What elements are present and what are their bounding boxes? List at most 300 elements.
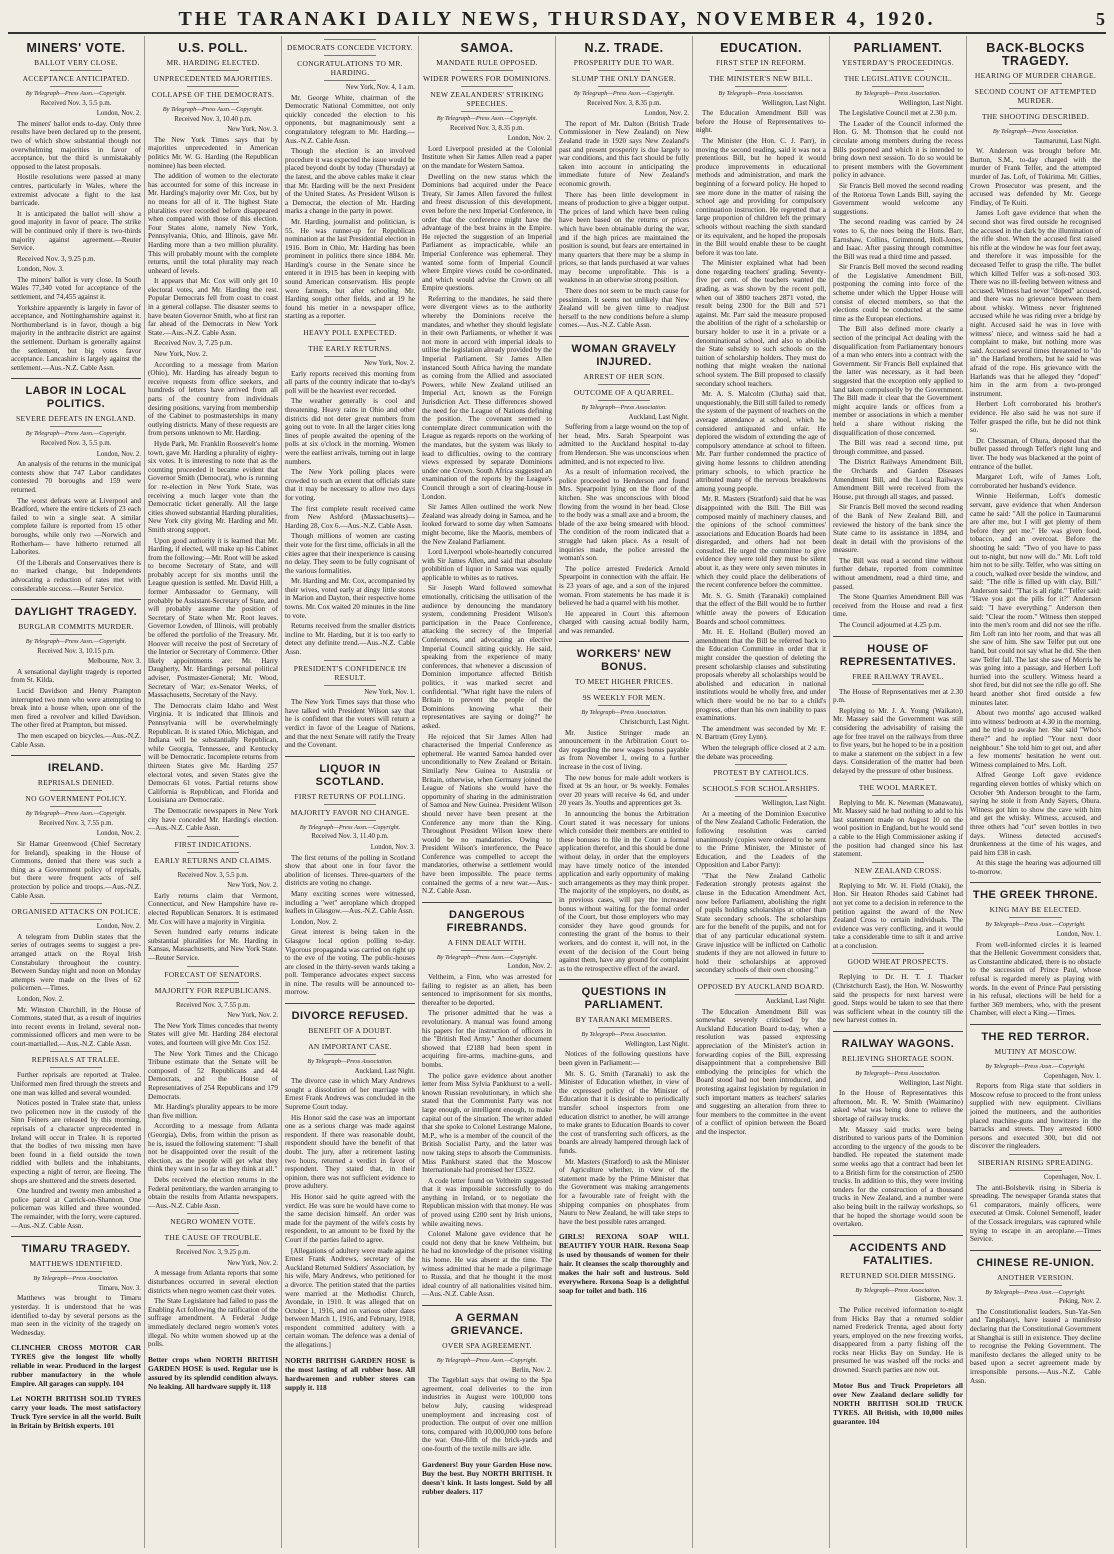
article <box>422 42 552 896</box>
article-paragraph: New York, Nov. 2. <box>154 350 208 359</box>
article-received: Received Nov. 3, 10.40 p.m. <box>174 115 252 123</box>
deck-rule <box>1009 917 1061 918</box>
article <box>970 1024 1101 1151</box>
article-deck: A FINN DEALT WITH. <box>447 937 527 947</box>
article-paragraph: Though millions of women are casting their vote for the first time, officials in all the cities agree that their inexperience is causing no delay. They seem to be fully cognisant of the various formalities. <box>285 532 416 575</box>
section-divider <box>833 1031 963 1032</box>
article-paragraph: Upon good authority it is learned that Mr. Harding, if elected, will make up his Cabinet from the following:—Mr. Root will be asked to become Secretary of State, and will probably accept for six months until the League question is settled. Mr. David Hill, a former Ambassador to Germany, will probably be Assistant-Secretary of State, and will probably assume the position of Secretary of State when Mr. Root leaves. Governor Lowden, of Illinois, will probably be offered the portfolio of the Treasury. Mr. Hoover will receive the post of Secretary of the Interior or Secretary of Commerce. Other likely appointments are: Mr. Harry Daugherty, Mr. Hardings personal political adviser, Postmaster-General; Mr. Wood, Secretary of War; ex-Senator Weeks, of Massachusetts, Secretary of the Navy. <box>148 536 278 700</box>
article-deck: THE SHOOTING DESCRIBED. <box>981 112 1090 121</box>
article-deck: MUTINY AT MOSCOW. <box>994 1047 1077 1056</box>
article <box>11 1236 141 1337</box>
article-paragraph: Matthews was brought to Timaru yesterday. It is understood that he was identified to-day by several persons as the man seen in the vicinity of the tragedy on Wednesday. <box>11 1294 141 1337</box>
article-deck: MATTHEWS IDENTIFIED. <box>29 1259 123 1269</box>
article-paragraph: The Democratic newspapers in New York city have conceded Mr. Harding's election.—Aus.-N.Z. Cable Assn. <box>148 806 278 833</box>
article-deck: SLUMP THE ONLY DANGER. <box>571 74 677 83</box>
article-paragraph: The Minister (the Hon. C. J. Parr), in moving the second reading, said it was not a pretentious Bill, but he hoped it would produce improvements in educational methods and administration, and mark the beginning of a forward policy. He hoped to see more done in the matter of raising the school age and providing for compulsory continuation instruction. He regretted that a large proportion of children left the primary schools without reaching the sixth standard or its equivalent, and he hoped the proposals in the Bill would enable these to be caught before it was too late. <box>696 136 826 257</box>
deck-rule <box>50 919 102 920</box>
article-paragraph: Mr. Harding's plurality appears to be more than five million. <box>148 1103 278 1120</box>
article-dateline: Melbourne, Nov. 3. <box>88 658 141 666</box>
deck-rule <box>187 86 239 87</box>
article-deck: SIBERIAN RISING SPREADING. <box>977 1157 1094 1167</box>
article <box>422 1305 552 1454</box>
article-received: Received Nov. 3, 9.25 p.m. <box>175 1249 251 1257</box>
article-deck: MANDATE RULE OPPOSED. <box>436 58 538 67</box>
article-paragraph: The State Legislature had failed to pass the Enabling Act following the ratification of the suffrage amendment. A Federal Judge immediately declared negro women's votes illegal. No white women showed up at the polls. <box>148 1297 278 1349</box>
deck-rule <box>50 70 102 71</box>
sub-divider <box>1009 1154 1061 1155</box>
article <box>11 903 141 1048</box>
article-headline: THE RED TERROR. <box>981 1031 1090 1043</box>
deck-rule <box>50 426 102 427</box>
article-paragraph: The divorce case in which Mary Andrews sought a dissolution of her marriage with Ernest Frank Andrews was concluded in the Supreme Court today. <box>285 1077 415 1112</box>
article-paragraph: Margaret Loft, wife of James Loft, corroborated her husband's evidence. <box>970 473 1101 490</box>
deck-rule <box>324 804 376 805</box>
article-received: Received Nov. 3, 8.35 p.m. <box>586 99 662 107</box>
article-headline: WORKERS' NEW BONUS. <box>576 648 672 674</box>
article-paragraph: Notices of the following questions have been given in Parliament:— <box>559 1050 689 1068</box>
article-credit: By Telegraph—Press Assn.—Copyright. <box>299 823 401 831</box>
deck-rule <box>50 86 102 87</box>
article <box>833 862 963 951</box>
article-credit: By Telegraph—Press Assn.—Copyright. <box>25 90 127 97</box>
deck-rule <box>461 70 513 71</box>
article-paragraph: The Leader of the Council informed the Hon. G. M. Thomson that he could not circulate among members during the recess Bills postponed and which it is intended to bring down next session. To do so would be to present members with the Government policy in advance. <box>833 119 963 180</box>
article-dateline: Wellington, Last Night. <box>898 1079 963 1087</box>
article-paragraph: The anti-Bolshevik rising in Siberia is spreading. The newspaper Granda states that 61 comparators, mainly officers, were executed at Omsk. Colonel Semenoff, leader of the Cossack irregulars, was captured while trying to escape in an aeroplane.—Times Service. <box>970 1183 1101 1244</box>
article-paragraph: Sir Joseph Ward followed somewhat emotionally, criticising the utilisation of the audience by denouncing the mandatory system, condemning President Wilson's participation in the Peace Conference, attacking the secrecy of the Imperial Conferences, and advocating an elective Imperial Council sitting quickly. He said, speaking from the experience of many conferences, that whenever a discussion of Dominion importance affected British politics, it was marked secret and confidential. "What right have the rulers of Britain to prevent the people of the Dominions knowing what their representatives are saying or doing?" he asked. <box>422 584 552 730</box>
article-deck: THE EARLY RETURNS. <box>308 344 392 354</box>
article-paragraph: Lord Liverpool presided at the Colonial Institute when Sir James Allen read a paper on the mandate for Western Samoa. <box>422 144 552 170</box>
article-credit: By Telegraph—Press Assn.—Copyright. <box>985 1063 1086 1070</box>
article-credit: By Telegraph—Press Assn.—Copyright. <box>25 430 127 438</box>
advertisement: Let NORTH BRITISH SOLID TYRES carry your loads. The most satisfactory Truck Tyre service in all the world. Built in Britain by British experts. 101 <box>11 1394 141 1431</box>
section-divider <box>285 1003 415 1004</box>
article-dateline: Gisborne, Nov. 3. <box>914 1296 963 1304</box>
article-paragraph: A message from Atlanta reports that some disturbances occurred in several election districts when negro women cast their votes. <box>148 1269 278 1295</box>
article-deck: PRESIDENT'S CONFIDENCE IN RESULT. <box>293 663 407 682</box>
article-credit: By Telegraph—Press Assn.—Copyright. <box>573 90 675 97</box>
article <box>833 1031 963 1229</box>
deck-rule <box>872 795 924 796</box>
article-paragraph: According to a message from Atlanta (Georgia), Debs, from within the prison as he is, issued the following statement: "I shall not be disappointed over the result of the election, as the people will get what they think they want in so far as they think at all." <box>148 1122 278 1174</box>
deck-rule <box>324 55 376 56</box>
article-received: Received Nov. 3, 5.5 p.m. <box>40 440 112 447</box>
article-paragraph: His Honor said he quite agreed with the verdict. He was sure he would have come to the same decision himself. An order was made for the payment of the wife's costs by respondent, to an amount to be fixed by the Court if the parties failed to agree. <box>285 1192 415 1244</box>
article-headline: U.S. POLL. <box>178 41 248 55</box>
article <box>285 660 415 750</box>
deck-rule <box>598 400 650 401</box>
article-paragraph: At this stage the hearing was adjourned till to-morrow. <box>970 859 1101 876</box>
article-deck: OPPOSED BY AUCKLAND BOARD. <box>697 982 825 991</box>
article-paragraph: Alfred George Loft gave evidence regarding eleven bottles of whisky which on October 9th Anderson brought to the farm, saying he stole it from Andy Sayers, Ohura. Witness got him to show the cave with him and get the whisky. Witness, accused, and three others had "cut" seven bottles in two days. Witness detected accused's drunkenness at the time of his wages, and paid him £38 in cash. <box>970 771 1101 857</box>
article <box>970 1250 1101 1386</box>
column-2 <box>145 36 282 1548</box>
article-paragraph: The Legislative Council met at 2.30 p.m. <box>839 109 957 118</box>
sub-divider <box>872 779 924 780</box>
article-headline: BACK-BLOCKS TRAGEDY. <box>986 41 1085 68</box>
sub-divider <box>50 903 102 904</box>
sub-divider <box>187 966 239 967</box>
article <box>11 378 141 593</box>
article-paragraph: The New York Times and the Chicago Tribune estimate that the Senate will be composed of 52 Republicans and 44 Democrats, and the House of Representatives of 254 Republicans and 179 Democrats. <box>148 1049 278 1101</box>
article-paragraph: The addition of women to the electorate has accounted for some of this increase in Mr. Harding's majority over Mr. Cox, but by no means for all of it. The highest State pluralities ever recorded before disappeared when compared with those of this election. Four States alone, namely New York, Pennsylvania, Ohio, and Illinois, gave Mr. Harding more than a two million plurality. This will probably mount with the complete returns, until the total plurality may reach unheard of levels. <box>148 172 278 275</box>
article-paragraph: The Constitutionalist leaders, Sun-Yat-Sen and Tangshaoyi, have issued a manifesto declaring that the Constitutional Government at Shanghai is still in existence. They decline to recognise the Peking Government. The manifesto declares the alleged unity to be based upon a secret agreement made by irresponsible persons.—Aus.-N.Z. Cable Assn. <box>970 1307 1101 1385</box>
article-headline: DAYLIGHT TRAGEDY. <box>14 606 138 619</box>
article-deck: COLLAPSE OF THE DEMOCRATS. <box>151 90 275 99</box>
article <box>833 1235 963 1375</box>
columns-container <box>8 36 1106 1548</box>
article <box>833 42 963 630</box>
article-credit: By Telegraph—Press Assn.—Copyright. <box>25 810 127 818</box>
article-deck: SECOND COUNT OF ATTEMPTED MURDER. <box>974 87 1097 105</box>
deck-rule <box>324 80 376 81</box>
article-paragraph: The Democrats claim Idaho and West Virginia. It is indicated that Illinois and Pennsylvania will be overwhelmingly Republican. It is stated Ohio, Michigan, and Indiana will be substantially Republican, while Georgia, Tennessee, and Kentucky will be Democratic. Incomplete returns from thirteen States give Mr. Harding 257 electoral votes, and seven States give the Democrats 61 votes. Partial returns show California is Republican, and Florida and Louisiana are Democratic. <box>148 701 278 805</box>
deck-rule <box>324 1054 376 1055</box>
article-deck: MAJORITY FOR REPUBLICANS. <box>154 985 272 995</box>
deck-rule <box>1009 108 1061 109</box>
section-divider <box>559 979 689 980</box>
deck-rule <box>872 684 924 685</box>
article-paragraph: Mr. A. S. Malcolm (Clutha) said that, unquestionably, the Bill still failed to remedy the system of the payment of teachers on the average attendance at school, which he considered antiquated and unfair. He deplored the wisdom of extending the age of compulsory attendance at school to fifteen. Mr. Parr further condemned the practice of giving home lessons to children attending primary schools, to which practice he attributed many of the nervous breakdowns among young people. <box>696 390 826 493</box>
article-paragraph: It appears that Mr. Cox will only get 10 electoral votes, and Mr. Harding the rest. Popular Democrats fell from coast to coast in a general collapse. The disaster seems to have beaten Governor Smith, who at first ran far ahead of the Democrats in New York State.—Aus.-N.Z. Cable Assn. <box>148 277 278 337</box>
column-5 <box>556 36 693 1548</box>
article-received: Received Nov. 3, 7.55 p.m. <box>175 1001 251 1009</box>
sub-divider <box>872 862 924 863</box>
article-dateline: Wellington, Last Night. <box>761 800 826 808</box>
article-deck: FIRST RETURNS OF POLLING. <box>294 791 406 801</box>
article <box>285 1003 415 1350</box>
article-headline: EDUCATION. <box>720 41 802 55</box>
article-received: Received Nov. 3, 8.35 p.m. <box>449 124 525 132</box>
article-paragraph: The Tageblatt says that owing to the Spa agreement, coal deliveries to the iron industries in August were 100,000 tons below July, causing widespread unemployment and increasing cost of production. The output of over one million tons, compared with 10,000,000 tons before the war. One-fifth of the brick-yards and one-fourth of the textile mills are idle. <box>422 1376 552 1453</box>
section-divider <box>422 902 552 903</box>
article-paragraph: The New York polling places were crowded to such an extent that officials state that it may be necessary to allow two days for voting. <box>285 468 415 502</box>
article <box>833 953 963 1025</box>
deck-rule <box>187 102 239 103</box>
article-dateline: Berlin, Nov. 2. <box>511 1366 552 1374</box>
article-paragraph: The second reading was carried by 24 votes to 6, the noes being the Hons. Barr, Earnshaw, Collins, Grimmond, Holl-Jones, and Isaac. After passing through committee the Bill was read a third time and passed. <box>833 218 963 261</box>
article-deck: SEVERE DEFEATS IN ENGLAND. <box>16 414 136 424</box>
article <box>559 42 689 330</box>
deck-rule <box>324 340 376 341</box>
article-paragraph: Mr. Winston Churchill, in the House of Commons, stated that, as a result of inquiries into recent events in Ireland, several non-commissioned officers and men were to be court-martialled.—Aus.-N.Z. Cable Assn. <box>11 1005 141 1048</box>
article <box>833 779 963 859</box>
article-headline: WOMAN GRAVELY INJURED. <box>571 343 677 369</box>
deck-rule <box>187 982 239 983</box>
article-paragraph: His Honor said the case was an important one as a serious charge was made against respondent. If there was reasonable doubt, respondent should have the benefit of that doubt. The jury, after a retirement lasting two hours, returned a verdict in favor of respondent. They stated that, in their opinion, there was not sufficient evidence to prove adultery. <box>285 1113 415 1191</box>
article-deck: SCHOOLS FOR SCHOLARSHIPS. <box>702 784 820 794</box>
article-received: Received Nov. 3, 5.5 p.m. <box>40 99 112 107</box>
article-paragraph: Colonel Malone gave evidence that he could not deny that he knew Veltheim, but he had no knowledge of the prisoner visiting his home. He was absent at the time. The witness admitted that he made a pilgrimage to Russia, and that he thought it the most ideal country of all nationalities visited him.—Aus.-N.Z. Cable Assn. <box>422 1230 552 1299</box>
article-paragraph: London, Nov. 2. <box>17 994 64 1003</box>
article-paragraph: Further reprisals are reported at Tralee. Uniformed men fired through the streets and one man was killed and several wounded. <box>11 1071 141 1097</box>
article-paragraph: "That the New Zealand Catholic Federation strongly protests against the clause in the Education Amendment Act, now before Parliament, abolishing the right of pupils holding scholarships at other than State secondary schools. The scholarships are for the benefit of the pupils, and not for that of any particular educational system. Grave injustice will be inflicted on Catholic students if they are not allowed in future to hold their scholarships at approved secondary schools of their own choosing." <box>696 871 826 975</box>
article-paragraph: Mr. Harding, journalist and politician, is 55. He was runner-up for Republican nomination at the last Presidential election in 1916. Born in Ohio, Mr. Harding has been prominent in politics there since 1884. Mr. Harding's course in the Senate since he entered it in 1915 has been in keeping with sound American conservatism. His people were farmers, but after schooling Mr. Harding sought other fields, and at 19 he found his metier in a newspaper office, starting as a reporter. <box>285 217 415 321</box>
article-paragraph: Replying to Mr. K. Newman (Manawatu), Mr. Massey said he had nothing to add to his last statement made on August 10 on the wool position in England, but he would send a cable to the High Commissioner asking if the position had changed since his last statement. <box>833 798 963 859</box>
advertisement: Gardeners! Buy your Garden Hose now. Buy the best. Buy NORTH BRITISH. It doesn't kink. It lasts longest. Sold by all rubber dealers. 117 <box>422 1459 552 1496</box>
article-paragraph: Mr. Justice Stringer made an announcement in the Arbitration Court to-day regarding the new wages bonus payable as from November 1, owing to a further increase in the cost of living. <box>559 728 689 772</box>
article-dateline: Auckland, Last Night. <box>628 413 689 421</box>
article-deck: HEAVY POLL EXPECTED. <box>303 328 397 338</box>
article-deck: FIRST INDICATIONS. <box>174 839 252 849</box>
article-deck: OUTCOME OF A QUARREL. <box>573 388 675 398</box>
deck-rule <box>598 705 650 706</box>
article-deck: PROTEST BY CATHOLICS. <box>713 768 809 778</box>
article <box>11 755 141 900</box>
article-paragraph: There has been little development in means of production to give a bigger output. The prices of land which have been ruling have been based on the returns or prices which have been obtainable during the war, and if the high prices are maintained the position is sound, but fears are entertained in many quarters that there may be a slump in prices, so that lands purchased at war values may become unprofitable. This is a weakness in an otherwise strong position. <box>559 190 689 285</box>
deck-rule <box>598 384 650 385</box>
article-paragraph: The New York Times says that those who have talked with President Wilson say that he is confident that the voters will return a verdict in favor of the League of Nations, and that the next Senate will ratify the Treaty and the Covenant. <box>285 698 415 750</box>
article-deck: NEW ZEALANDERS' STRIKING SPEECHES. <box>430 90 544 108</box>
article-dateline: Taumarunui, Last Night. <box>1034 137 1101 145</box>
section-divider <box>285 756 415 757</box>
article-credit: By Telegraph—Press Assn.—Copyright. <box>985 921 1086 929</box>
article-dateline: Wellington, Last Night. <box>624 1040 689 1048</box>
article-deck: ORGANISED ATTACKS ON POLICE. <box>11 907 141 917</box>
article-deck: UNPRECEDENTED MAJORITIES. <box>153 74 273 83</box>
article-paragraph: London, Nov. 2. <box>291 917 338 926</box>
article-deck: ANOTHER VERSION. <box>997 1272 1074 1282</box>
article-paragraph: Mr. S. G. Smith (Taranaki) to ask the Minister of Education whether, in view of the expressed policy of the Minister of Education that it is desirable to periodically transfer school inspectors from one education district to another, he will arrange to make grants to Education Boards to cover the cost of transferring such officers, as the boards are already hampered through lack of funds. <box>559 1069 689 1155</box>
article-paragraph: Early returns claim that Vermont, Connecticut, and New Hampshire have re-elected Republican Senators. It is estimated Mr. Cox will have a majority in Virginia. <box>148 891 278 926</box>
article-dateline: Copenhagen, Nov. 1. <box>1043 1072 1101 1080</box>
article <box>148 42 278 833</box>
article-paragraph: According to a message from Marion (Ohio), Mr. Harding has already begun to receive requests from office seekers, and hundreds of letters have arrived from all parts of the country from individuals desiring positions, varying from membership of the Cabinet to postmasterships in many outlying districts. Many of these requests are from persons unknown to Mr. Harding. <box>148 360 278 438</box>
article-deck: BY TARANAKI MEMBERS. <box>575 1015 673 1025</box>
article-paragraph: Reports from Riga state that soldiers in Moscow refuse to proceed to the front unless supplied with new equipment. Civilians joined the mutineers, and the authorities placed machine-guns and howitzers in the barracks and streets. They arrested 6000 persons and executed 300, but did not discover the ringleaders. <box>970 1082 1101 1151</box>
deck-rule <box>324 356 376 357</box>
article-paragraph: The New York Times says that by majorities unprecedented in American politics Mr. W. G. Harding (the Republican nominee) has been elected. <box>148 135 278 170</box>
article-headline: CHINESE RE-UNION. <box>976 1256 1095 1269</box>
deck-rule <box>187 998 239 999</box>
column-7 <box>830 36 967 1548</box>
article-deck: THE CAUSE OF TROUBLE. <box>164 1233 262 1243</box>
article-paragraph: Debs received the election returns in the Federal penitentiary, the warden arranging to obtain the results from Atlanta newspapers.—Aus.-N.Z. Cable Assn. <box>148 1175 278 1210</box>
section-divider <box>11 378 141 379</box>
article-deck: AN IMPORTANT CASE. <box>308 1042 392 1052</box>
deck-rule <box>598 689 650 690</box>
sub-divider <box>735 978 787 979</box>
article-credit: By Telegraph—Press Association. <box>992 128 1079 135</box>
article-paragraph: An analysis of the returns in the municipal contests show that 747 Labor candidates contested 70 boroughs and 159 were returned. <box>11 460 141 494</box>
article-headline: LABOR IN LOCAL POLITICS. <box>25 385 127 411</box>
deck-rule <box>735 70 787 71</box>
article-deck: THE WOOL MARKET. <box>858 782 938 792</box>
article-paragraph: Sir Francis Bell moved the second reading of the Legislative Amendment Bill, postponing the coming into force of the scheme under which the Upper House will consist of elected members, so that the elections could be conducted at the same time as the European elections. <box>833 263 963 323</box>
article-paragraph: There does not seem to be much cause for pessimism. It seems not unlikely that New Zealand will be given time to readjust herself to the new conditions before a slump comes.—Aus.-N.Z. Cable Assn. <box>559 287 689 330</box>
article-paragraph: Though the election is an involved procedure it was expected the issue would be placed beyond doubt by today (Thursday) at the latest, and the above cables make it clear that Mr. Harding will be the next President of the United States. As President Wilson is a Democrat, the election of Mr. Harding marks a change in the party in power. <box>285 147 415 216</box>
deck-rule <box>598 86 650 87</box>
article <box>970 882 1101 1018</box>
article-credit: By Telegraph—Press Assn.—Copyright. <box>162 106 264 113</box>
section-divider <box>833 1235 963 1236</box>
article-paragraph: The new bonus for male adult workers is fixed at 9s an hour, or 9s weekly. Females over 20 years will receive 4s 6d, and under 20 years 3s. Youths and apprentices get 3s. <box>559 773 689 808</box>
article-headline: A GERMAN GRIEVANCE. <box>450 1312 524 1337</box>
article-paragraph: Yorkshire apparently is largely in favor of acceptance, and Nottinghamshire against it. Northumberland is in favor, though a big majority in the anthracite district are against the settlement. Durham is generally against the settlement, but big votes favor acceptance. Lancashire is largely against the settlement.—Aus.-N.Z. Cable Assn. <box>11 303 141 372</box>
deck-rule <box>872 1066 924 1067</box>
article <box>11 599 141 749</box>
section-divider <box>833 636 963 637</box>
article-headline: ACCIDENTS AND FATALITIES. <box>849 1241 947 1267</box>
article-paragraph: Seven hundred early returns indicate substantial pluralities for Mr. Harding in Kansas, Massachusetts, and New York State.—Reuter Service. <box>148 928 278 963</box>
article <box>696 978 826 1137</box>
article-paragraph: About two months' ago accused walked into witness' bedroom at 4.30 in the morning, and he tried to awake her. She said "Who's there?" and he replied "Your next door neighbour." She told him to get out, and after a few moments' hesitation he went out. Witness complained to Mrs. Loft. <box>970 709 1101 769</box>
article-dateline: Auckland, Last Night. <box>354 1067 415 1075</box>
section-divider <box>11 1236 141 1237</box>
section-divider <box>559 641 689 642</box>
article <box>148 966 278 1211</box>
sub-divider <box>872 953 924 954</box>
article-deck: RETURNED SOLDIER MISSING. <box>840 1270 956 1280</box>
deck-rule <box>461 111 513 112</box>
article-headline: THE GREEK THRONE. <box>972 889 1099 902</box>
article-headline: QUESTIONS IN PARLIAMENT. <box>581 986 667 1012</box>
deck-rule <box>461 1353 513 1354</box>
column-8 <box>967 36 1104 1548</box>
article-paragraph: A telegram from Dublin states that the series of outrages seems to suggest a pre-arranged attack on the Royal Irish Constabulary throughout the country. Between Sunday night and noon on Monday attempts were made on the lives of 62 policemen.—Times. <box>11 932 141 993</box>
article-dateline: London, Nov. 2. <box>507 963 552 971</box>
deck-rule <box>50 790 102 791</box>
deck-rule <box>1009 1285 1061 1286</box>
advertisement: NORTH BRITISH GARDEN HOSE is the most lasting of all rubber hose. All hardwaremen and rubber stores can supply it. 118 <box>285 1355 415 1392</box>
article-paragraph: Herbert Loft corroborated his brother's evidence. He also said he was not sure if Telfer grasped the rifle, but he did not think so. <box>970 400 1101 435</box>
article-paragraph: Hostile resolutions were passed at many centres, particularly in Wales, where the extremist advocate a fight to the last barricade. <box>11 173 141 208</box>
article <box>422 902 552 1299</box>
article-deck: ACCEPTANCE ANTICIPATED. <box>22 74 130 83</box>
article-deck: MAJORITY FAVOR NO CHANGE. <box>290 807 410 817</box>
sub-divider <box>735 764 787 765</box>
article-dateline: Wellington, Last Night. <box>761 99 826 107</box>
article-credit: By Telegraph—Press Association. <box>581 404 667 412</box>
article-paragraph: The worst defeats were at Liverpool and Bradford, where the entire tickets of 23 each failed to win a single seat. A similar complete failure is reported from 15 other boroughs, while only two —Norwich and Rotherham— have hitherto returned all Laborites. <box>11 496 141 557</box>
article-deck: NEGRO WOMEN VOTE. <box>170 1217 256 1227</box>
article-deck: YESTERDAY'S PROCEEDINGS. <box>841 58 955 67</box>
article-paragraph: In the House of Representatives this afternoon, Mr. R. W. Smith (Waimarino) asked what was being done to relieve the shortage of railway trucks. <box>833 1089 963 1123</box>
deck-rule <box>461 950 513 951</box>
article-headline: N.Z. TRADE. <box>584 41 664 55</box>
article-dateline: Copenhagen, Nov. 1. <box>1043 1173 1101 1181</box>
article-paragraph: Sir Francis Bell moved the second reading of the Rotorua Town Lands Bill, saying the Government would welcome any suggestions. <box>833 181 963 216</box>
article-deck: TO MEET HIGHER PRICES. <box>575 677 673 687</box>
deck-rule <box>187 852 239 853</box>
section-divider <box>11 599 141 600</box>
article-paragraph: One hundred and twenty men ambushed a police patrol at Carrick-on-Shannon. One policeman was killed and three wounded. The remainder, with the lorry, were captured.—Aus.-N.Z. Cable Assn. <box>11 1187 141 1230</box>
article <box>559 336 689 635</box>
article-paragraph: The report of Mr. Dalton (British Trade Commissioner in New Zealand) on New Zealand trade in 1920 says New Zealand's past and present prosperity is due largely to war conditions, and this fact should be fully taken into account in anticipating the immediate future of New Zealand's economic growth. <box>559 119 689 188</box>
article-paragraph: The police arrested Frederick Arnold Spearpoint in connection with the affair. He is 23 years of age, and a son of the injured woman. From statements he has made it is believed he had a quarrel with his mother. <box>559 564 689 608</box>
article-paragraph: Mr. Masters (Stratford) to ask the Minister of Agriculture whether, in view of the statement made by the Prime Minister that the Government was making arrangements for a favourable rate of freight with the shipping companies on phosphates from Nauru to New Zealand, he will take steps to have the best possible rates arranged. <box>559 1157 689 1226</box>
article-dateline: New York, Nov. 4, 1 a.m. <box>345 84 415 91</box>
column-4 <box>419 36 556 1548</box>
article-paragraph: The miners' ballot ends to-day. Only three results have been declared up to the present, two of which show substantial though not overwhelming majorities in favor of acceptance, but the third is unmistakably opposed to the latest proposals. <box>11 119 141 171</box>
article-headline: MINERS' VOTE. <box>26 41 126 55</box>
article-deck: FIRST STEP IN REFORM. <box>715 58 807 67</box>
column-3 <box>282 36 419 1548</box>
deck-rule <box>324 1038 376 1039</box>
article-paragraph: Winnie Heiferman, Loft's domestic servant, gave evidence that when Anderson came he said: "All the police in Taumarunui are after me, but I will get plenty of them before they get me." He was given food, tobacco, and an overcoat. Before the shooting he said: "Two of you have to pass out to-night, but now will do." Mr. Loft told him not to be silly. Telfer, who was sitting on a couch, walked over beside the window, and said: "The rifle is filled up with clay, Bill." Anderson said: "That is all right." Telfer said: "Have you got the pills for it?" Anderson said: "I have everything." Anderson then said: "Clear the room." Witness then stepped into the men's room and did not see the rifle. Jim Loft ran into her room, and that was all she saw of him. She saw Telfer put out one hand, but could not say what he did. She then saw Telfer fall. The last she saw of Morris he was going into a passage, and Herbert Loft hurried into the scullery. Witness heard a shot fired, but did not see the rifle go off. She heard another shot fired outside a few minutes later. <box>970 492 1101 707</box>
article-deck: BURGLAR COMMITS MURDER. <box>18 622 134 632</box>
article-paragraph: The Education Amendment Bill was somewhat severely criticised by the Auckland Education Board to-day, when a resolution was passed expressing appreciation of the Minister's action in forwarding copies of the Bill, expressing disappointment that a comprehensive Bill embodying the principles for which the Board stood had not been introduced, and protesting against legislation by regulation in such important matters as teachers' salaries and suggesting an alteration from three to four members to the committee in the event of a conflict of opinion between the Board and the inspector. <box>696 1007 826 1136</box>
article-deck: THE MINISTER'S NEW BILL. <box>709 74 813 83</box>
article-credit: By Telegraph—Press Association. <box>33 1275 119 1283</box>
article-deck: NO GOVERNMENT POLICY. <box>25 794 127 804</box>
advertisement: Better crops when NORTH BRITISH GARDEN HOSE is used. Regular use is assured by its splendid condition always. No leaking. All hardware supply it. 118 <box>148 1354 278 1391</box>
deck-rule <box>461 86 513 87</box>
article-paragraph: In announcing the bonus the Arbitration Court stated it was necessary for unions which consider their members are entitled to these bonuses to file in the Court a formal application therefor, and this should be done without delay, in order that the employers may have timely notice of the intended application and early opportunity of making such arrangements as they may think proper. The majority of the employers, no doubt, as in previous cases, will pay the increased bonus without waiting for the formal order of the Court, but those employers who may consider they have good grounds for contesting the grant of the bonus to their workers, and do contest it, will not, in the event of the decision of the Court being against them, have any ground for complaint as to the retrospective effect of the award. <box>559 810 689 973</box>
article-paragraph: Mr. Harding and Mr. Cox, accompanied by their wives, voted early at dingy little stores in Marion and Dayton, their respective home towns. Mr. Cox waited 20 minutes in the line to vote. <box>285 577 415 620</box>
section-divider <box>970 882 1101 883</box>
article-credit: By Telegraph—Press Association. <box>581 1031 667 1039</box>
advertisement: GIRLS! REXONA SOAP WILL BEAUTIFY YOUR HAIR. Rexona Soap is used by thousands of women for their hair. It cleanses the scalp thoroughly and makes the hair soft and lustrous. Sold everywhere. Rexona Soap is a delightful soap for toilet and bath. 116 <box>559 1232 689 1296</box>
deck-rule <box>187 868 239 869</box>
article-paragraph: Many exciting scenes were witnessed, including a "wet" aeroplane which dropped leaflets in Glasgow.—Aus.-N.Z. Cable Assn. <box>285 889 415 916</box>
article-dateline: London, Nov. 2. <box>96 110 141 118</box>
article <box>696 42 826 761</box>
deck-rule <box>872 70 924 71</box>
article-credit: By Telegraph—Press Assn.—Copyright. <box>436 1357 538 1364</box>
article-credit: By Telegraph—Press Assn.—Copyright. <box>985 1288 1086 1296</box>
article <box>11 1051 141 1230</box>
section-divider <box>559 336 689 337</box>
article <box>285 324 415 657</box>
sub-divider <box>324 39 376 40</box>
sub-divider <box>50 1051 102 1052</box>
masthead-title: THE TARANAKI DAILY NEWS, THURSDAY, NOVEMBER 4, 1920. <box>178 7 936 30</box>
deck-rule <box>872 878 924 879</box>
section-divider <box>11 755 141 756</box>
section-divider <box>970 1250 1101 1251</box>
article-paragraph: A sensational daylight tragedy is reported from St. Kilda. <box>11 667 141 685</box>
article-paragraph: Replying to Dr. H. T. J. Thacker (Christchurch East), the Hon. W. Nosworthy said the prospects for next harvest were good. Steps would be taken to see that there was sufficient wheat in the country till the new harvest comes in. <box>833 973 963 1025</box>
article-dateline: New York, Nov. 2. <box>364 360 415 368</box>
article-paragraph: Dr. Chessman, of Ohura, deposed that the bullet passed through Telfer's right lung and liver. The body was blackened at the point of entrance of the bullet. <box>970 436 1101 471</box>
article-received: Received Nov. 3, 11.40 p.m. <box>311 833 389 841</box>
article-deck: CONGRATULATIONS TO MR. HARDING. <box>297 59 403 77</box>
article-deck: EARLY RETURNS AND CLAIMS. <box>154 855 272 865</box>
deck-rule <box>598 1027 650 1028</box>
article <box>559 641 689 973</box>
article-received: Received Nov. 3, 10.15 p.m. <box>37 647 115 655</box>
article-headline: PARLIAMENT. <box>853 41 943 55</box>
article-received: Received Nov. 3, 7.55 p.m. <box>38 819 114 827</box>
article-paragraph: James Loft gave evidence that when the second shot was fired outside he recognised the accused in the dark by the illumination of the rifle shot. When the accused first raised his rifle at the window he was four feet away, and therefore it was impossible for the deceased Telfer to grasp the rifle. The bullet which killed Telfer was a soft-nosed 303. There was no ill-feeling between witness and accused. Witness had never "doped" accused, and there was no grievance between them about whisky. Witness never frightened accused while he was riding over a bridge by night. Accused said he was in love with witness' niece, and witness said he had a complaint to make, but nothing more was said. Accused several times threatened to "do in" the Harland brothers, but he said he was afraid of the rope. His grievance with the Harlands was that he alleged they "doped" him in the arm from a two-pronged instrument. <box>970 209 1101 398</box>
article-deck: MR. HARDING ELECTED. <box>166 58 260 67</box>
article-paragraph: Early reports received this morning from all parts of the country indicate that to-day's poll will be the heaviest ever recorded. <box>285 369 415 395</box>
deck-rule <box>872 1283 924 1284</box>
article-paragraph: Mr. George White, chairman of the Democratic National Committee, not only quickly conceded the election to his opponents, but magnanimously sent a congratulatory telegram to Mr. Harding.—Aus.-N.Z. Cable Assn. <box>285 93 415 145</box>
article <box>285 756 415 997</box>
article-headline: DIVORCE REFUSED. <box>291 1010 409 1023</box>
article-paragraph: Sir Hamar Greenwood (Chief Secretary for Ireland), speaking in the House of Commons, denied that there was such a thing as a Government policy of reprisals, but there were frequent acts of self protection by police and troops.—Aus.-N.Z. Cable Assn. <box>11 840 141 900</box>
article-deck: HEARING OF MURDER CHARGE. <box>974 71 1097 80</box>
article-paragraph: Great interest is being taken in the Glasgow local option polling to-day. Vigorous propaganda was carried on right up to the eve of the voting. The public-houses are closed in the thirty-seven wards taking a poll. Temperance advocates expect success in nine. The results will be announced to-morrow. <box>285 928 415 997</box>
article-credit: By Telegraph—Press Association. <box>718 90 804 97</box>
article-paragraph: Replying to Mr. W. H. Field (Otaki), the Hon. Sir Heaton Rhodes said Cabinet had not yet come to a decision in reference to the petition against the award of the New Zealand Cross to certain individuals. The evidence was very conflicting, and it would take a considerable time to sift it and arrive at a conclusion. <box>833 881 963 950</box>
article-credit: By Telegraph—Press Assn.—Copyright. <box>436 953 538 961</box>
article-headline: RAILWAY WAGONS. <box>841 1038 955 1051</box>
article-deck: FREE RAILWAY TRAVEL. <box>852 671 944 681</box>
deck-rule <box>735 86 787 87</box>
article-received: Received Nov. 3, 5.5 p.m. <box>177 871 249 879</box>
article-dateline: New York, Nov. 1. <box>364 688 415 696</box>
article-paragraph: The Police received information to-night from Hicks Bay that a returned soldier named Frederick Trenna, aged about forty years, employed on the new freezing works, disappeared from a party fishing off the rocks near Hicks Bay on Sunday. He is presumed he was washed off the rocks and drowned. Search parties are now out. <box>833 1305 963 1375</box>
page-number: 5 <box>1096 8 1106 29</box>
article-paragraph: Referring to the mandates, he said there were divergent views as to the authority whereby the Dominions receive the mandates, and whether they should legislate in their own Parliaments, or whether it was not more in accord with imperial ideals to utilise the legislation already provided by the Imperial Parliament. Sir James Allen instanced South Africa having the mandate as coming from the Allied and associated Powers, while New Zealand utilised an Imperial Act, known as the Foreign Jurisdiction Act. These differences showed the need for the League of Nations defining the position. The covenant seemed to contemplate direct communication with the League as regards reports on the working of the mandates, but the system was likely to lead to difficulties, owing to the contrary views expressed by separate Dominions under one Crown. South Africa suggested an examination of the reports by the League's Council through a sort of clearing-house in London. <box>422 294 552 501</box>
article-dateline: London, Nov. 1. <box>1056 931 1101 939</box>
article-credit: By Telegraph—Press Assn.—Copyright. <box>25 638 127 646</box>
article-paragraph: From well-informed circles it is learned that the Hellenic Government considers that, as Constantine abdicated, there is no obstacle to the succession of Prince Paul, whose refusal is regarded merely as playing with words. In the event of Prince Paul persisting in his refusal, elections will be held for a further 369 members, who, with the present Chamber, will elect a King.—Times. <box>970 940 1101 1018</box>
article-paragraph: The men escaped on bicycles.—Aus.-N.Z. Cable Assn. <box>11 732 141 749</box>
